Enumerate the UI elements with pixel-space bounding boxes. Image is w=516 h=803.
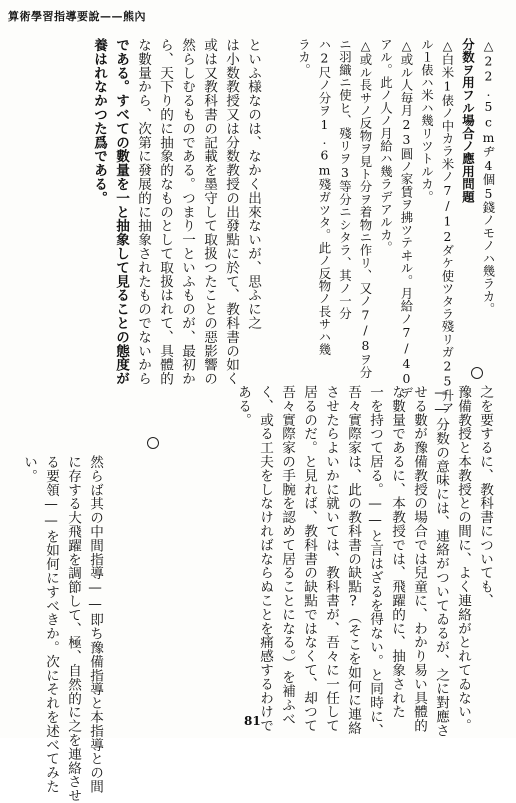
paragraph-line: 豫備教授と本教授との間に、よく連絡がとれてゐない。 bbox=[455, 385, 471, 733]
paragraph-line: ——分数の意味には、連絡がついてゐるが、之に對應さ bbox=[433, 385, 449, 738]
page-number: 81 bbox=[244, 714, 261, 728]
paragraph-line: 一を持つて居る。——と言はざるを得ない。と同時に、 bbox=[367, 385, 383, 738]
paragraph-line: 然らば其の中間指導——即ち豫備指導と本指導との間 bbox=[87, 455, 103, 794]
example-line: ニ羽織ニ使ヒ、殘リヲ3等分ニシタラ、其ノ一分 bbox=[337, 38, 353, 320]
paragraph-line: は小数教授又は分数教授の出發點に於て、教科書の如く bbox=[223, 38, 239, 386]
upper-body-column bbox=[88, 38, 264, 386]
paragraph-line: ある。 bbox=[235, 385, 251, 427]
paragraph-line: る要領——を如何にすべきか。次にそれを述べてみた bbox=[43, 455, 59, 794]
example-line: ラカ。 bbox=[296, 38, 312, 77]
paragraph-line: に存する大飛躍を調節して、極、自然的に之を連絡させ bbox=[65, 455, 81, 803]
paragraph-line: く、或る工夫をしなければならぬことを痛感するわけで bbox=[257, 385, 273, 733]
examples-column bbox=[293, 38, 498, 415]
example-line: ル１俵ハ米ハ幾リツトルカ。 bbox=[419, 38, 435, 204]
paragraph-line: な數量から、次第に發展的に抽象されたものでないから bbox=[135, 38, 151, 386]
section-marker-circle bbox=[147, 437, 159, 449]
example-line: ハ2尺ノ分ヲ1.6m殘ガツタ。此ノ反物ノ長サハ幾 bbox=[317, 38, 332, 356]
paragraph-line: 吾々實際家は、此の教科書の缺點?（そこを如何に連絡 bbox=[345, 385, 361, 735]
paragraph-line: せる數が豫備教授の場合では兒童に、わかり易い具體的 bbox=[411, 385, 427, 733]
example-line: △白米1俵ノ中カラ米ノ7/12ダケ使ツタラ殘リガ25升ア bbox=[440, 38, 455, 415]
lower-section-2-column bbox=[18, 455, 106, 803]
paragraph-line: 居るのだ。と見れば、教科書の缺點ではなくて、却つて bbox=[301, 385, 317, 733]
example-line: アル。此ノ人ノ月給ハ幾ラデアルカ。 bbox=[378, 38, 394, 254]
section-marker-circle bbox=[471, 367, 483, 379]
paragraph-line: な數量であるに、本教授では、飛躍的に、抽象された bbox=[389, 385, 405, 719]
paragraph-line: 養はれなかつた爲である。 bbox=[91, 38, 107, 205]
paragraph-line: といふ様なのは、なかく出來ないが、思ふに之 bbox=[245, 38, 261, 330]
paragraph-line: い。 bbox=[21, 455, 37, 483]
running-head: 算術學習指導要說——熊內 bbox=[8, 10, 146, 23]
paragraph-line: ら、天下り的に抽象的なものとして取扱はれて、具體的 bbox=[157, 38, 173, 386]
example-heading: 分数ヲ用フル場合ノ應用問題 bbox=[460, 38, 476, 204]
paragraph-line: させたらよいかに就いては、教科書が、吾々に一任して bbox=[323, 385, 339, 733]
paragraph-line: 然らしむるものである。つまり一といふものが、最初か bbox=[179, 38, 195, 386]
example-line: △或ル長サノ反物ヲ見ト分ヲ着物ニ作リ、又ノ7/8ヲ分 bbox=[358, 38, 373, 379]
paragraph-line: である。すべての數量を一と抽象して見ることの態度が bbox=[113, 38, 129, 386]
paragraph-line: 或は又教科書の記載を墨守して取扱つたことの惡影響の bbox=[201, 38, 217, 386]
paragraph-line: 吾々實際家の手腕を認めて居ることになる。）を補ふべ bbox=[279, 385, 295, 726]
paragraph-line: 之を要するに、教科書についても、 bbox=[477, 385, 493, 608]
example-line: △或ル人毎月23圓ノ家賃ヲ拂ツテヰル。月給ノ7/40デ bbox=[399, 38, 414, 400]
example-line: △22.5cmヂ4個5錢ノモノハ幾ラカ。 bbox=[481, 38, 496, 316]
